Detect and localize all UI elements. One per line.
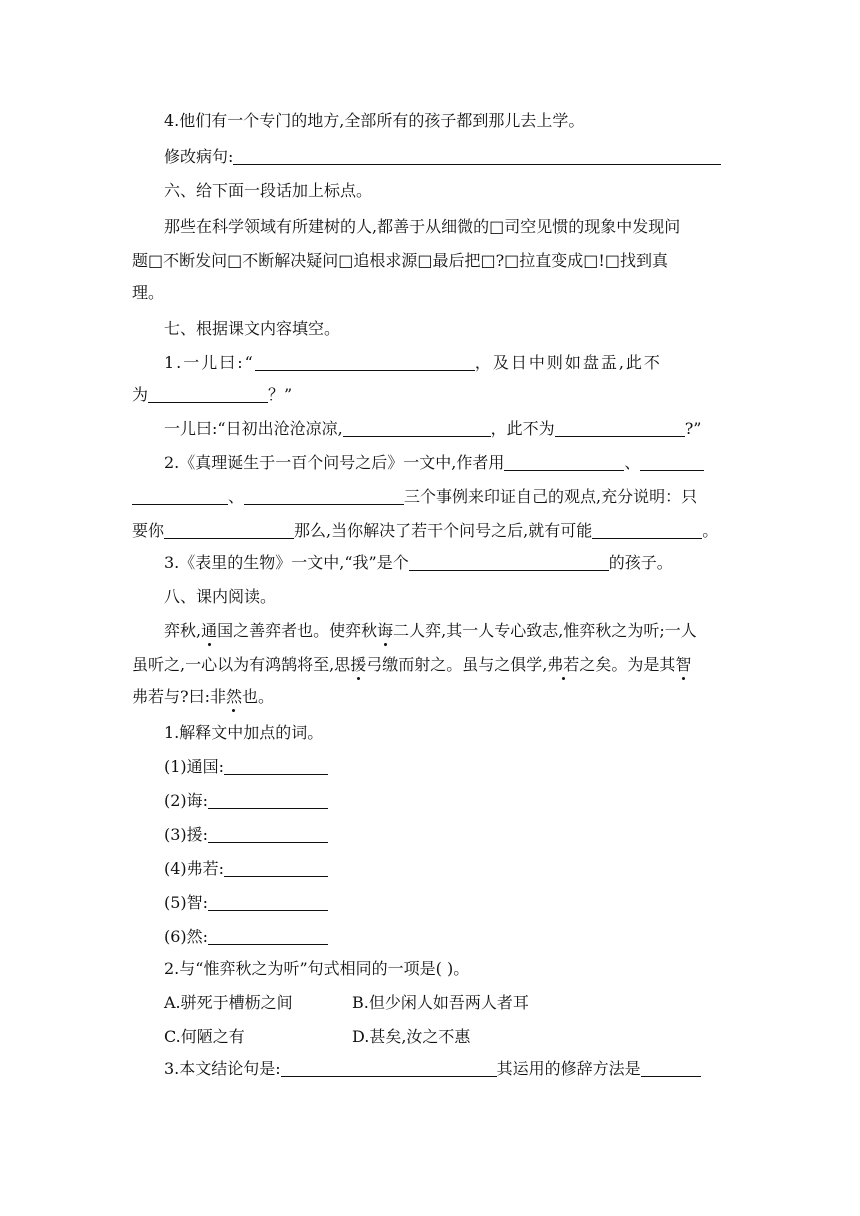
option-c[interactable]: C.何陋之有 [164, 1027, 245, 1046]
section-6-title [164, 180, 372, 202]
definition-item-5 [164, 892, 328, 914]
passage-line-3 [132, 686, 274, 708]
fill-1-line-2 [132, 384, 292, 406]
reading-q1 [164, 722, 323, 744]
answer-blank[interactable] [208, 928, 328, 945]
question-text: 1.解释文中加点的词。 [164, 723, 324, 742]
question-text: 2.《真理诞生于一百个问号之后》一文中,作者用 [164, 453, 505, 472]
option-a[interactable]: A.骈死于槽枥之间 [164, 993, 293, 1012]
section-title: 七、根据课文内容填空。 [164, 319, 341, 338]
answer-blank[interactable] [148, 386, 268, 403]
answer-blank[interactable] [164, 522, 294, 539]
dotted-word-zhi: 智 [675, 655, 692, 674]
question-text: 其运用的修辞方法是 [496, 1059, 641, 1078]
dotted-word-tongguo: 通 [201, 621, 218, 640]
separator: 、 [624, 453, 641, 472]
item-label: (1)通国: [164, 757, 225, 776]
answer-blank[interactable] [224, 758, 328, 775]
item-label: (2)诲: [164, 791, 209, 810]
answer-blank[interactable] [343, 420, 491, 437]
passage-text: 虽听之,一心以为有鸿鹄将至,思 [132, 655, 351, 674]
question-text: 三个事例来印证自己的观点,充分说明：只 [404, 487, 698, 506]
answer-blank[interactable] [208, 792, 328, 809]
dotted-word-hui: 诲 [377, 621, 394, 640]
answer-blank[interactable] [504, 454, 624, 471]
dotted-word-yuan: 援 [350, 655, 367, 674]
answer-blank[interactable] [592, 522, 702, 539]
item-label: (6)然: [164, 927, 209, 946]
passage-text: 国之善弈者也。使弈秋 [217, 621, 378, 640]
passage-text: 弓缴而射之。虽与之俱学, [366, 655, 548, 674]
question-text: 2.与“惟弈秋之为听”句式相同的一项是( )。 [164, 959, 470, 978]
fill-1-line-3 [164, 418, 701, 440]
fill-2-line-1 [164, 452, 704, 474]
definition-item-3 [164, 824, 328, 846]
question-text: 。 [702, 521, 719, 540]
passage-line-2 [132, 654, 691, 676]
answer-blank[interactable] [208, 826, 328, 843]
fill-3 [164, 552, 673, 574]
option-d[interactable]: D.甚矣,汝之不惠 [352, 1027, 471, 1046]
correction-label: 修改病句: [164, 147, 234, 166]
question-text: ？” [268, 385, 293, 404]
item-label: (4)弗若: [164, 859, 225, 878]
answer-blank[interactable] [641, 1060, 701, 1077]
definition-item-4 [164, 858, 328, 880]
answer-blank[interactable] [233, 148, 721, 165]
definition-item-1 [164, 756, 328, 778]
definition-item-6 [164, 926, 328, 948]
question-text: 4.他们有一个专门的地方,全部所有的孩子都到那儿去上学。 [164, 111, 585, 130]
option-b[interactable]: B.但少闲人如吾两人者耳 [352, 993, 529, 1012]
answer-blank[interactable] [409, 554, 609, 571]
reading-q3 [164, 1058, 701, 1080]
fill-2-line-2 [132, 486, 697, 508]
fill-1-line-1 [164, 352, 662, 374]
question-text: 一儿曰:“日初出沧沧凉凉, [164, 419, 343, 438]
question-5-4 [164, 110, 584, 132]
answer-blank[interactable] [555, 420, 685, 437]
question-text: 为 [132, 385, 149, 404]
item-label: (5)智: [164, 893, 209, 912]
separator: 、 [228, 487, 245, 506]
options-row-1 [164, 992, 529, 1014]
section-title: 八、课内阅读。 [164, 587, 277, 606]
passage-text: 弈秋, [164, 621, 202, 640]
reading-q2 [164, 958, 469, 980]
section-7-title [164, 318, 340, 340]
section-8-title [164, 586, 276, 608]
question-text: 那么,当你解决了若干个问号之后,就有可能 [294, 521, 593, 540]
answer-blank[interactable] [640, 454, 704, 471]
answer-blank[interactable] [208, 894, 328, 911]
punctuation-paragraph-line-3 [132, 282, 164, 304]
paragraph-text: 题□不断发问□不断解决疑问□追根求源□最后把□?□拉直变成□!□找到真 [132, 251, 668, 270]
question-text: 1.一儿曰:“ [164, 353, 255, 372]
definition-item-2 [164, 790, 328, 812]
punctuation-paragraph-line-2 [132, 250, 668, 272]
question-text: ，及日中则如盘盂,此不 [474, 353, 662, 372]
paragraph-text: 那些在科学领域有所建树的人,都善于从细微的□司空见惯的现象中发现问 [164, 217, 681, 236]
passage-text: 二人弈,其一人专心致志,惟弈秋之为听;一人 [393, 621, 697, 640]
dotted-word-ran: 然 [225, 687, 242, 706]
question-text: 3.《表里的生物》一文中,“我”是个 [164, 553, 409, 572]
passage-text: 也。 [242, 687, 275, 706]
answer-blank[interactable] [132, 488, 228, 505]
passage-text: 弗若与?曰:非 [132, 687, 226, 706]
item-label: (3)援: [164, 825, 209, 844]
correction-line [164, 146, 721, 168]
question-text: ，此不为 [490, 419, 555, 438]
passage-line-1 [164, 620, 697, 642]
answer-blank[interactable] [244, 488, 404, 505]
passage-text: 之矣。为是其 [579, 655, 676, 674]
question-text: 要你 [132, 521, 165, 540]
answer-blank[interactable] [224, 860, 328, 877]
answer-blank[interactable] [255, 354, 475, 371]
paragraph-text: 理。 [132, 283, 165, 302]
question-text: 的孩子。 [608, 553, 673, 572]
section-title: 六、给下面一段话加上标点。 [164, 181, 373, 200]
answer-blank[interactable] [281, 1060, 497, 1077]
punctuation-paragraph-line-1 [164, 216, 680, 238]
options-row-2 [164, 1026, 470, 1048]
question-text: 3.本文结论句是: [164, 1059, 281, 1078]
fill-2-line-3 [132, 520, 718, 542]
dotted-word-furuo: 弗若 [547, 655, 580, 674]
question-text: ?” [684, 419, 702, 438]
